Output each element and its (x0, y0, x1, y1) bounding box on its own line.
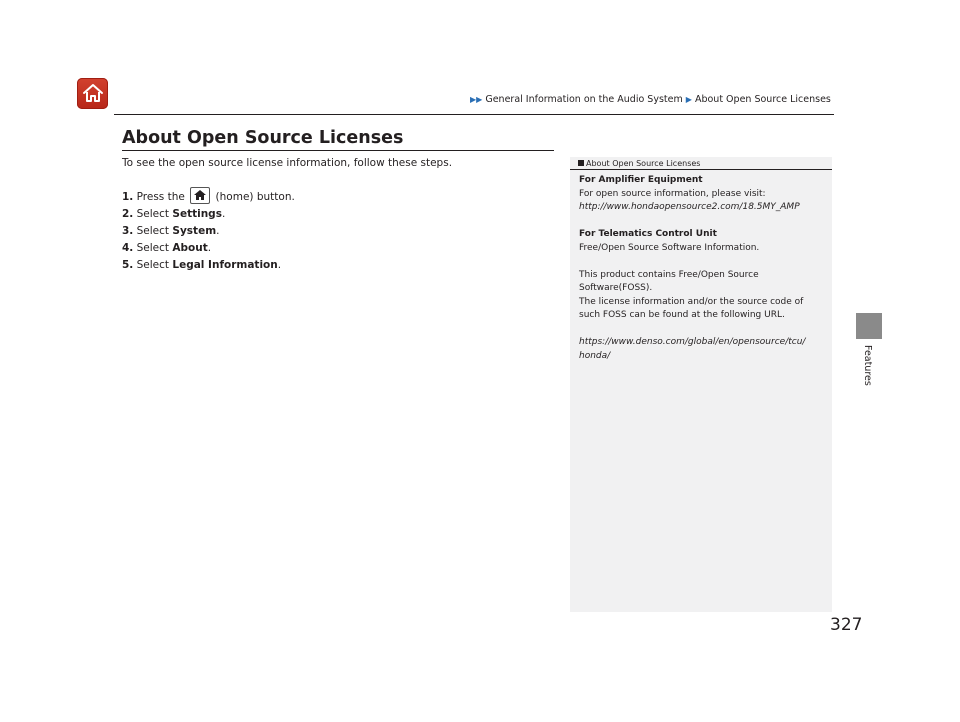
page-title: About Open Source Licenses (122, 128, 404, 148)
amp-title: For Amplifier Equipment (579, 175, 703, 185)
page-number: 327 (830, 615, 863, 635)
denso-url-link[interactable]: https://www.denso.com/global/en/opensource/tcu/ (579, 337, 806, 347)
house-icon (81, 81, 105, 105)
home-icon[interactable] (77, 78, 108, 109)
list-item: 1. Press the (home) button. (122, 187, 295, 206)
note-heading: About Open Source Licenses (570, 157, 832, 170)
breadcrumb-parent[interactable]: General Information on the Audio System (485, 94, 683, 105)
note-bullet-icon (578, 160, 584, 166)
section-tab-marker[interactable] (856, 313, 882, 339)
steps-list (122, 187, 295, 274)
breadcrumb-current: About Open Source Licenses (694, 94, 831, 105)
foss-line: Software(FOSS). (579, 283, 653, 293)
note-body (579, 174, 827, 363)
amp-url-link[interactable]: http://www.hondaopensource2.com/18.5MY_AMP (579, 202, 800, 212)
intro-text: To see the open source license information, follow these steps. (122, 157, 453, 169)
tcu-text: Free/Open Source Software Information. (579, 242, 760, 253)
section-tab-label: Features (862, 345, 873, 386)
breadcrumb-arrow-icon: ▶▶ (470, 95, 483, 104)
amp-text: For open source information, please visit: (579, 188, 766, 199)
foss-line: such FOSS can be found at the following URL. (579, 310, 785, 320)
home-button-icon (190, 187, 210, 204)
list-item: 5. Select Legal Information. (122, 259, 282, 271)
foss-line: The license information and/or the source code of (579, 296, 804, 307)
list-item: 4. Select About. (122, 242, 212, 254)
breadcrumb-arrow-icon: ▶ (685, 95, 692, 104)
title-divider (122, 150, 554, 151)
denso-url-link[interactable]: honda/ (579, 350, 611, 361)
list-item: 2. Select Settings. (122, 208, 226, 220)
foss-line: This product contains Free/Open Source (579, 269, 759, 280)
breadcrumb (470, 94, 831, 105)
header-divider (114, 114, 834, 115)
list-item: 3. Select System. (122, 225, 220, 237)
note-panel (570, 157, 832, 612)
tcu-title: For Telematics Control Unit (579, 229, 717, 239)
